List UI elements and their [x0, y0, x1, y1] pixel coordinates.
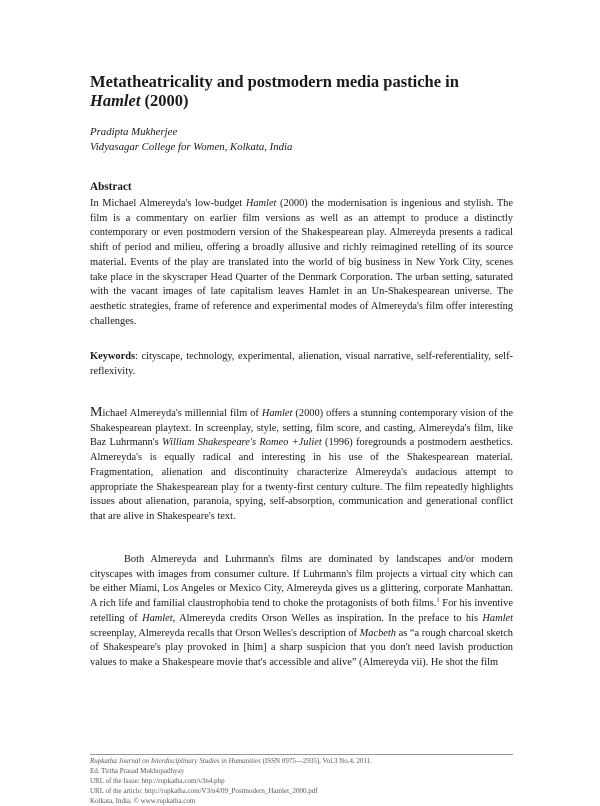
footnote-ref[interactable]: 1 [436, 596, 440, 604]
keywords [90, 350, 513, 379]
article-title [90, 72, 510, 110]
p1-film: Hamlet [261, 408, 293, 419]
footer-editor: Ed. Tirtha Prasad Mukhopadhyay [90, 767, 185, 775]
footer-location[interactable]: Kolkata, India. © www.rupkatha.com [90, 797, 196, 805]
keywords-label: Keywords [90, 351, 136, 362]
page-footer [90, 756, 520, 806]
footer-issue-url[interactable]: URL of the Issue: http://rupkatha.com/v3n4.php [90, 777, 225, 785]
p1-luhrmann-title: William Shakespeare's Romeo +Juliet [162, 437, 322, 449]
p2-a: Both Almereyda and Luhrmann's films are dominated by landscapes and/or modern cityscapes with images from consumer culture. If Luhrmann's film projects a virtual city which can be either Miami, Los Angeles or Mexico City, Almereyda gives us a glittering, corporate Manhattan. A rich life and familial claustrophobia tend to choke the protagonists of both films. [90, 554, 513, 610]
p2-b: For his inventive retelling of [90, 598, 513, 624]
p2-macbeth: Macbeth [359, 627, 396, 639]
footer-journal: Rupkatha Journal on Interdisciplinary Studies in Humanities [90, 757, 261, 765]
footer-divider [90, 754, 513, 755]
author-affiliation: Vidyasagar College for Women, Kolkata, India [90, 141, 293, 153]
footer-journal-line [90, 756, 520, 766]
title-year: (2000) [140, 91, 189, 110]
body-paragraph-1 [90, 406, 513, 525]
p2-d: screenplay, Almereyda recalls that Orson Welles's description of [90, 627, 360, 639]
p2-film2: Hamlet [482, 612, 513, 624]
title-film: Hamlet [90, 91, 141, 110]
title-line1: Metatheatricality and postmodern media pastiche in [90, 72, 459, 91]
p2-c: , Almereyda credits Orson Welles as inspiration. In the preface to his [172, 612, 483, 624]
author-name: Pradipta Mukherjee [90, 126, 178, 138]
author-block [90, 125, 510, 155]
drop-cap: M [90, 405, 103, 420]
keywords-text: : cityscape, technology, experimental, alienation, visual narrative, self-referentiality, self-reflexivity. [90, 351, 513, 377]
abstract-s2: (2000) the modernisation is ingenious and stylish. The film is a commentary on earlier film versions as well as an attempt to produce a distinctly contemporary or even postmodern version of the Shakespearean play. Almereyda presents a radical shift of period and milieu, offering a broadly allusive and richly reimagined retelling of its source material. Events of the play are translated into the world of big business in New York City, scenes take place in the skyscraper Head Quarter of the Denmark Corporation. The urban setting, saturated with the vacant images of late capitalism leaves Hamlet in an Un-Shakespearean universe. The aesthetic strategies, frame of reference and experimental modes of Almereyda's film offer interesting challenges. [90, 198, 513, 327]
p1-a: ichael Almereyda's millennial film of [102, 408, 262, 419]
p2-e: as “a rough charcoal sketch of Shakespeare's play provoked in [him] a sharp suspicion that you don't need lavish production values to make a Shakespeare movie that's accessible and alive” (Almereyda vii). He shot the film [90, 627, 514, 668]
footer-article-url[interactable]: URL of the article: http://rupkatha.com/V3/n4/09_Postmodern_Hamlet_2000.pdf [90, 787, 318, 795]
abstract-s1: In Michael Almereyda's low-budget [90, 198, 246, 209]
p1-b: (2000) offers a stunning contemporary vision of the Shakespearean playtext. In screenplay, style, setting, film score, and casting, Almereyda's film, like Baz Luhrmann's [90, 408, 513, 449]
p1-c: (1996) foregrounds a postmodern aesthetics. Almereyda's is equally radical and interesting in his use of the Shakespearean material. Fragmentation, alienation and discontinuity characterize Almereyda's audacious attempt to appropriate the Shakespearean play for a twenty-first century culture. The film repeatedly highlights issues about alienation, paranoia, spying, self-absorption, communication and generational conflict that are alive in Shakespeare's text. [90, 437, 513, 522]
footer-issue: (ISSN 0975—2935), Vol.3 No.4, 2011. [260, 757, 372, 765]
abstract-heading: Abstract [90, 181, 132, 193]
abstract-film: Hamlet [245, 198, 277, 209]
abstract-text [90, 197, 513, 329]
p2-film: Hamlet [142, 612, 173, 624]
body-paragraph-2 [90, 553, 513, 671]
